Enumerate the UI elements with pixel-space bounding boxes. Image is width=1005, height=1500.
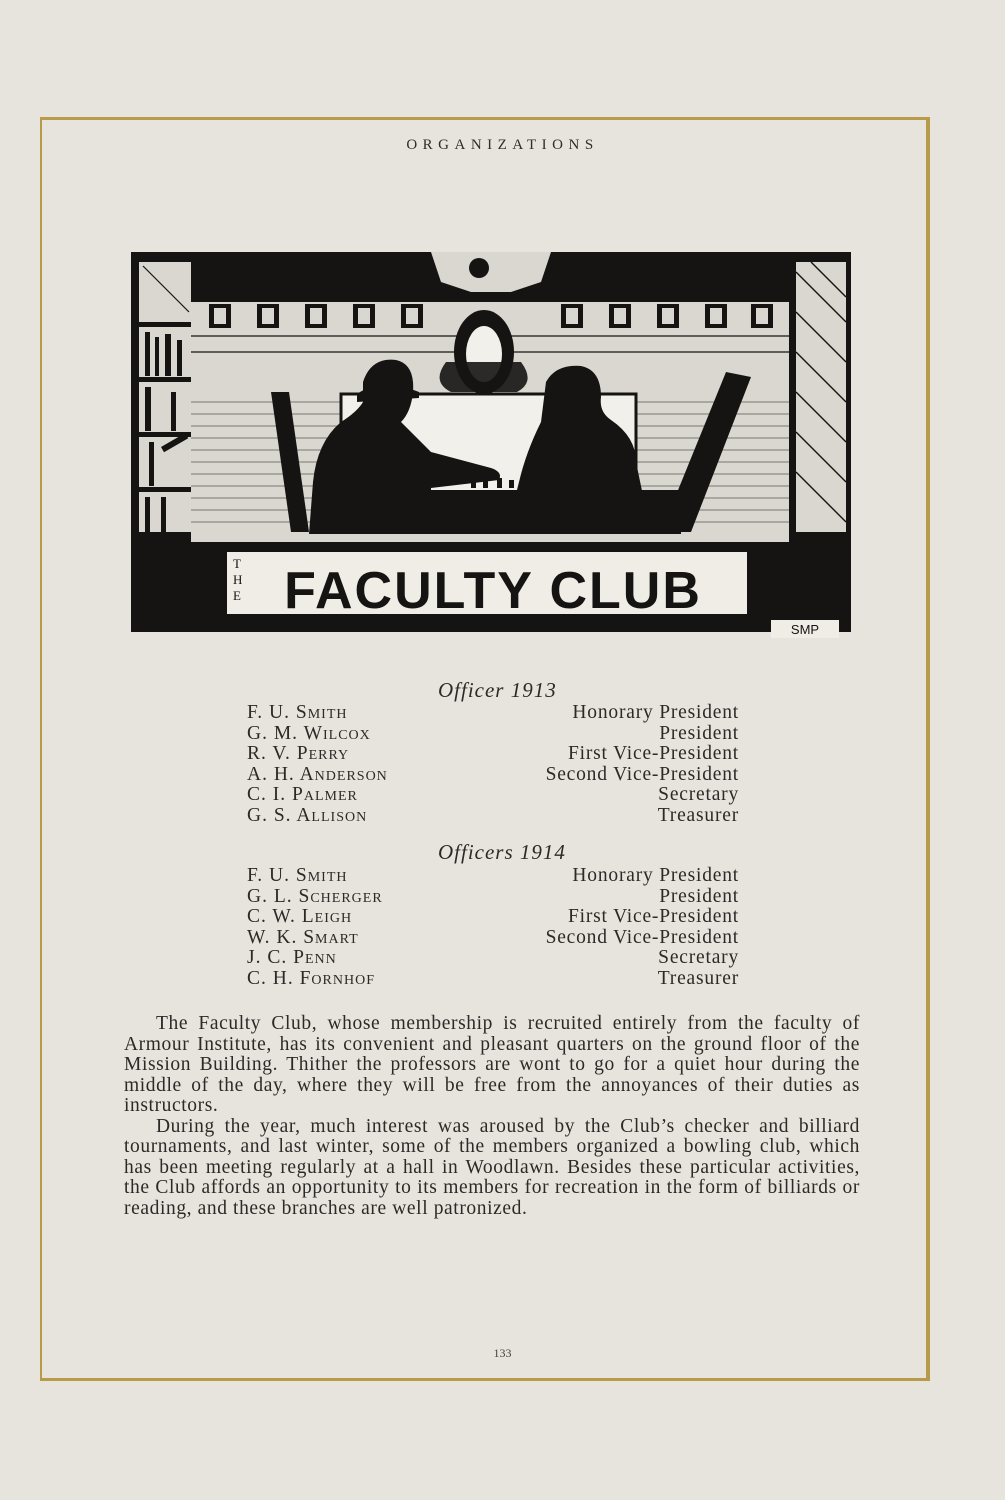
officer-row	[247, 928, 739, 948]
officer-name: C. H. Fornhof	[247, 967, 375, 989]
plate-monogram: SMP	[790, 622, 820, 637]
officer-name: F. U. Smith	[247, 865, 348, 886]
plate-small-word: T	[233, 556, 241, 571]
section-heading-1914: Officers 1914	[438, 840, 566, 864]
page-number: 133	[493, 1346, 512, 1360]
officer-title: First Vice-President	[568, 743, 739, 764]
section-heading-1913: Officer 1913	[438, 678, 557, 702]
officer-name: C. W. Leigh	[247, 906, 353, 927]
officer-row	[247, 724, 739, 744]
silhouette-plate	[131, 252, 851, 638]
officer-title: Second Vice-President	[545, 926, 739, 948]
officer-row	[247, 703, 739, 723]
officer-name: G. M. Wilcox	[247, 722, 371, 744]
officer-row	[247, 948, 739, 968]
officer-name: J. C. Penn	[247, 947, 337, 968]
officer-title: Honorary President	[572, 702, 739, 723]
officer-title: President	[659, 722, 739, 744]
officer-title: Secretary	[658, 784, 739, 805]
officer-name: R. V. Perry	[247, 743, 350, 764]
officer-title: President	[659, 885, 739, 907]
officer-row	[247, 785, 739, 805]
officer-row	[247, 907, 739, 927]
running-head: ORGANIZATIONS	[406, 137, 599, 153]
paragraph: During the year, much interest was aroused by the Club’s checker and billiard tournaments, and last winter, some of the members organized a bowling club, which has been meeting regularly at a hall in Woodlawn. Besides these particular activities, the Club affords an opportunity to its members for recreation in the form of billiards or reading, and these branches are well patronized.	[124, 1115, 860, 1219]
officer-name: A. H. Anderson	[247, 763, 388, 785]
officer-name: W. K. Smart	[247, 926, 359, 948]
officer-name: G. S. Allison	[247, 804, 368, 826]
officer-title: Second Vice-President	[545, 763, 739, 785]
svg-text:H: H	[233, 572, 243, 587]
officer-row	[247, 969, 739, 989]
officer-title: First Vice-President	[568, 906, 739, 927]
officer-row	[247, 866, 739, 886]
officer-name: F. U. Smith	[247, 702, 348, 723]
officer-row	[247, 887, 739, 907]
officer-name: G. L. Scherger	[247, 885, 383, 907]
officer-row	[247, 806, 739, 826]
officer-title: Treasurer	[657, 804, 739, 826]
faculty-club-illustration	[131, 252, 851, 638]
officer-title: Honorary President	[572, 865, 739, 886]
officer-row	[247, 744, 739, 764]
officer-title: Secretary	[658, 947, 739, 968]
svg-text:E: E	[233, 588, 241, 603]
officer-name: C. I. Palmer	[247, 784, 358, 805]
club-description	[124, 1014, 860, 1219]
officer-title: Treasurer	[657, 967, 739, 989]
officer-row	[247, 765, 739, 785]
paragraph: The Faculty Club, whose membership is recruited entirely from the faculty of Armour Institute, has its convenient and pleasant quarters on the ground floor of the Mission Building. Thither the professors are wont to go for a quiet hour during the middle of the day, where they will be free from the annoyances of their duties as instructors.	[124, 1013, 860, 1116]
plate-title: FACULTY CLUB	[284, 562, 702, 620]
